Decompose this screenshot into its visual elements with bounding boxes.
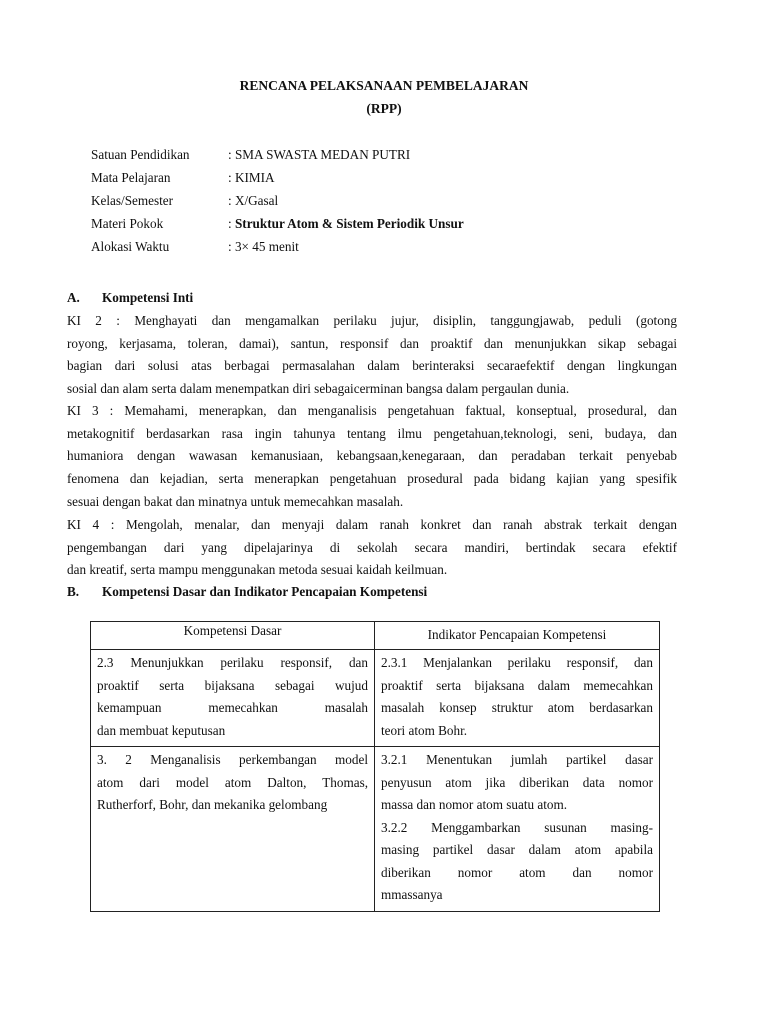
cell-line: proaktif serta bijaksana sebagai wujud <box>97 677 368 693</box>
column-header: Indikator Pencapaian Kompetensi <box>375 622 660 650</box>
cell-line: kemampuan memecahkan masalah <box>97 700 368 715</box>
identity-row <box>91 169 464 192</box>
cell-line: proaktif serta bijaksana dalam memecahkan <box>381 677 653 693</box>
document-subtitle: (RPP) <box>366 101 402 116</box>
cell-line: diberikan nomor atom dan nomor <box>381 864 653 880</box>
cell-line: masing partikel dasar dalam atom apabila <box>381 842 653 857</box>
column-header: Kompetensi Dasar <box>91 622 375 650</box>
paragraph-line: KI 4 : Mengolah, menalar, dan menyaji dalam ranah konkret dan ranah abstrak terkait dengan <box>67 517 677 532</box>
cell-line: 3. 2 Menganalisis perkembangan model <box>97 752 368 767</box>
identity-label: Alokasi Waktu <box>91 239 170 254</box>
identity-value: : 3× 45 menit <box>228 239 299 254</box>
cell-line: 2.3 Menunjukkan perilaku responsif, dan <box>97 655 368 670</box>
ki-4-paragraph <box>67 514 677 582</box>
table-header-row <box>91 622 660 650</box>
ki-2-paragraph <box>67 310 677 401</box>
kd-cell <box>91 650 375 747</box>
paragraph-line: fenomena dan kejadian, serta menerapkan pengetahuan prosedural pada bidang kajian yang spesifik <box>67 471 677 487</box>
document-title: RENCANA PELAKSANAAN PEMBELAJARAN <box>239 78 529 93</box>
cell-line: penyusun atom jika diberikan data nomor <box>381 774 653 790</box>
section-a-heading <box>67 290 193 306</box>
paragraph-line: bagian dari solusi atas berbagai permasalahan dalam berinteraksi secaraefektif dengan lingkungan <box>67 358 677 374</box>
paragraph-line: sesuai dengan bakat dan minatnya untuk memecahkan masalah. <box>67 493 404 509</box>
cell-line: masalah konsep struktur atom berdasarkan <box>381 700 653 715</box>
ipk-cell <box>375 747 660 912</box>
paragraph-line: KI 3 : Memahami, menerapkan, dan menganalisis pengetahuan faktual, konseptual, prosedural, dan <box>67 403 677 418</box>
cell-line: dan membuat keputusan <box>97 722 226 738</box>
cell-line: 2.3.1 Menjalankan perilaku responsif, dan <box>381 655 653 670</box>
kd-cell <box>91 747 375 912</box>
paragraph-line: royong, kerjasama, toleran, damai), santun, responsif dan proaktif dan menunjukkan sikap sebagai <box>67 335 677 351</box>
cell-line: teori atom Bohr. <box>381 722 468 738</box>
identity-value: : X/Gasal <box>228 193 279 208</box>
section-title: Kompetensi Dasar dan Indikator Pencapaian Kompetensi <box>102 584 428 599</box>
identity-label: Materi Pokok <box>91 216 164 231</box>
cell-line: 3.2.1 Menentukan jumlah partikel dasar <box>381 752 653 767</box>
table-row <box>91 650 660 747</box>
paragraph-line: humaniora dengan wawasan kemanusiaan, kebangsaan,kenegaraan, dan peradaban terkait penyebab <box>67 448 677 464</box>
identity-value: : SMA SWASTA MEDAN PUTRI <box>228 147 411 162</box>
paragraph-line: KI 2 : Menghayati dan mengamalkan perilaku jujur, disiplin, tanggungjawab, peduli (gotong <box>67 313 677 328</box>
identity-block <box>91 146 464 261</box>
identity-value-prefix: : <box>228 216 235 231</box>
paragraph-line: dan kreatif, serta mampu menggunakan metoda sesuai kaidah keilmuan. <box>67 562 448 578</box>
section-title: Kompetensi Inti <box>102 290 194 305</box>
ki-3-paragraph <box>67 400 677 514</box>
section-b-heading <box>67 584 427 600</box>
identity-label: Mata Pelajaran <box>91 170 171 185</box>
ipk-cell <box>375 650 660 747</box>
identity-value: : KIMIA <box>228 170 275 185</box>
cell-line: 3.2.2 Menggambarkan susunan masing- <box>381 819 653 835</box>
identity-row <box>91 238 464 261</box>
identity-label: Kelas/Semester <box>91 193 174 208</box>
section-letter: A. <box>67 290 80 305</box>
paragraph-line: pengembangan dari yang dipelajarinya di sekolah secara mandiri, bertindak secara efektif <box>67 539 677 555</box>
identity-row <box>91 146 464 169</box>
identity-row <box>91 215 464 238</box>
identity-row <box>91 192 464 215</box>
cell-line: massa dan nomor atom suatu atom. <box>381 797 568 812</box>
competency-table <box>90 621 660 912</box>
identity-value: Struktur Atom & Sistem Periodik Unsur <box>234 216 464 231</box>
section-letter: B. <box>67 584 80 599</box>
cell-line: atom dari model atom Dalton, Thomas, <box>97 774 368 790</box>
table-row <box>91 747 660 912</box>
paragraph-line: sosial dan alam serta dalam menempatkan diri sebagaicerminan bangsa dalam pergaulan dunia. <box>67 381 570 397</box>
cell-line: mmassanya <box>381 887 443 902</box>
cell-line: Rutherforf, Bohr, dan mekanika gelombang <box>97 797 328 812</box>
identity-label: Satuan Pendidikan <box>91 147 190 162</box>
paragraph-line: metakognitif berdasarkan rasa ingin tahunya tentang ilmu pengetahuan,teknologi, seni, budaya, dan <box>67 425 677 441</box>
